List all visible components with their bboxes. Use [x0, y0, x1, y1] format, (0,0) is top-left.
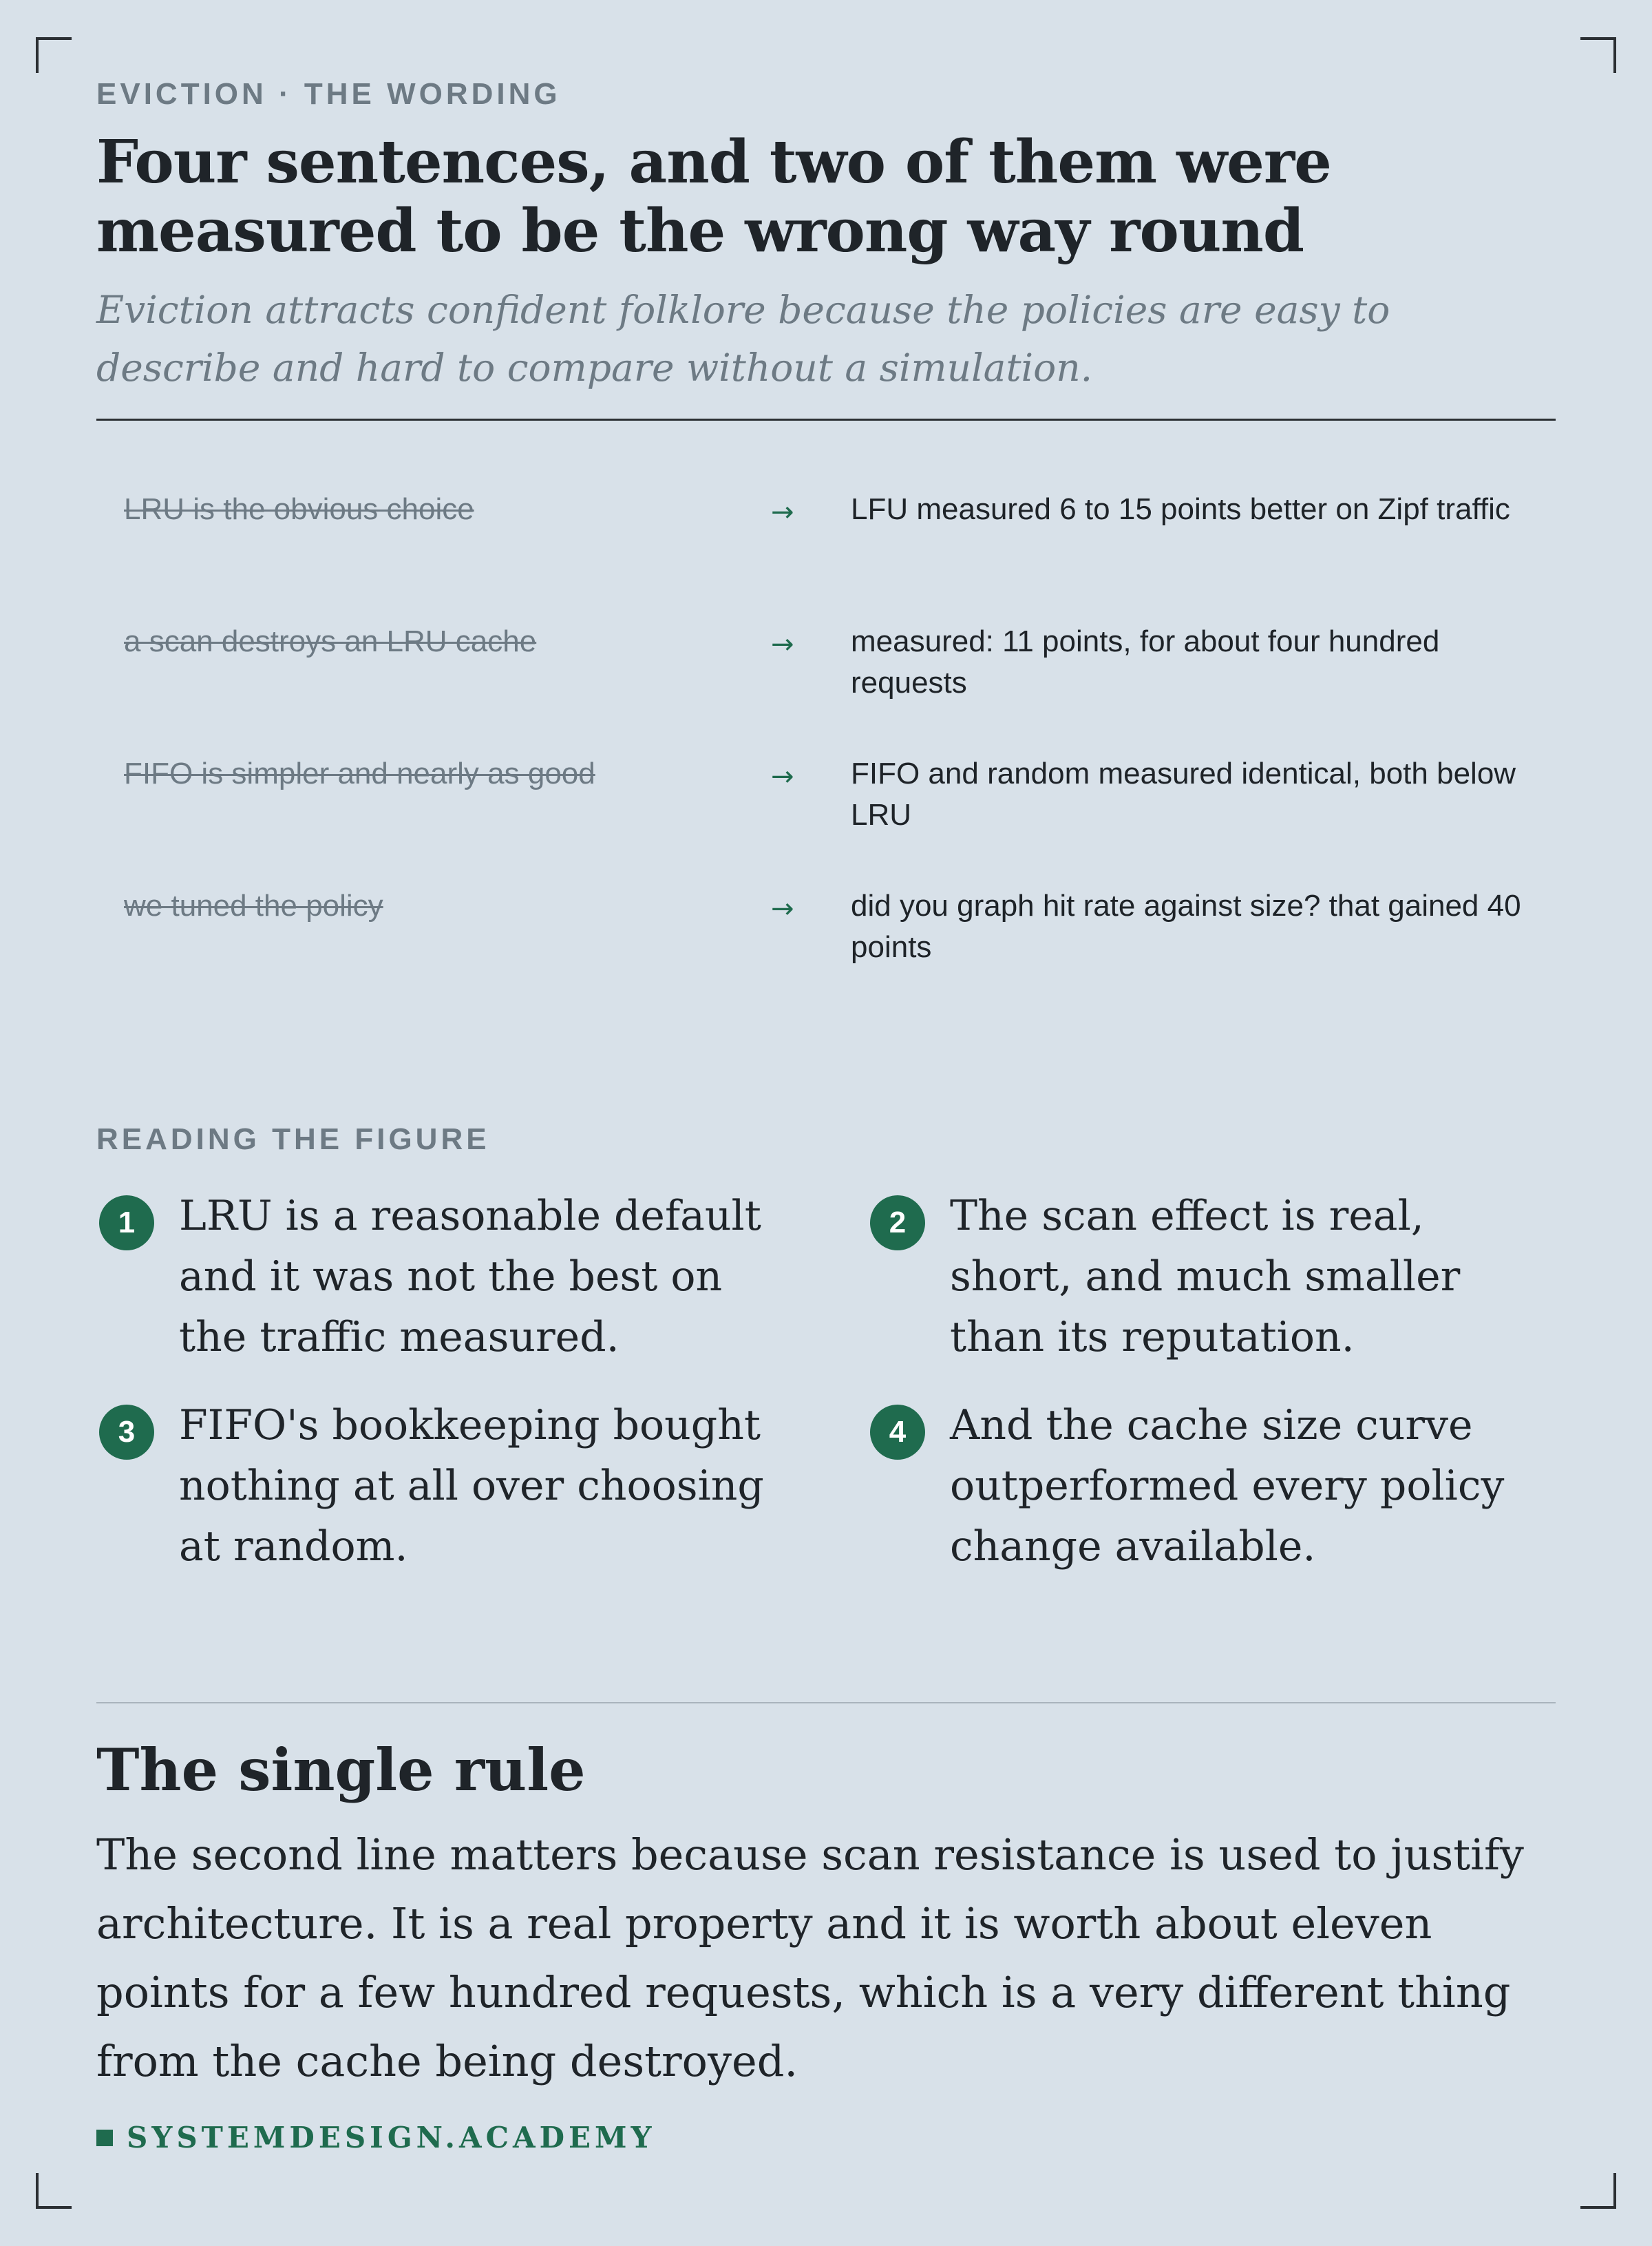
corner-mark-top-right — [1580, 37, 1616, 73]
claim-row — [96, 621, 1556, 711]
brand-name: SYSTEMDESIGN.ACADEMY — [127, 2121, 656, 2154]
arrow-right-icon: → — [771, 496, 794, 528]
number-badge: 3 — [99, 1405, 154, 1460]
divider — [96, 1702, 1556, 1703]
divider — [96, 419, 1556, 421]
arrow-right-icon: → — [771, 893, 794, 925]
subtitle: Eviction attracts confident folklore because the policies are easy to describe and hard to compare without a simulation. — [96, 288, 1390, 390]
brand-square-icon — [96, 2130, 113, 2146]
number-badge: 2 — [870, 1195, 925, 1250]
fact-text: measured: 11 points, for about four hundred requests — [851, 625, 1440, 700]
reading-point-text: FIFO's bookkeeping bought nothing at all over choosing at random. — [179, 1401, 764, 1571]
corner-mark-bottom-left — [36, 2173, 72, 2209]
fact-text: FIFO and random measured identical, both below LRU — [851, 757, 1516, 832]
myth-text: FIFO is simpler and nearly as good — [124, 757, 595, 790]
corner-mark-bottom-right — [1580, 2173, 1616, 2209]
reading-point-text: And the cache size curve outperformed every policy change available. — [950, 1401, 1505, 1571]
arrow-right-icon: → — [771, 761, 794, 793]
number-badge: 4 — [870, 1405, 925, 1460]
page-title: Four sentences, and two of them were measured to be the wrong way round — [96, 127, 1331, 266]
section-body: The second line matters because scan resistance is used to justify architecture. It is a real property and it is worth about eleven points for a few hundred requests, which is a very different thing from the cache being destroyed. — [96, 1829, 1524, 2086]
myth-text: LRU is the obvious choice — [124, 492, 474, 526]
corner-mark-top-left — [36, 37, 72, 73]
reading-point-text: The scan effect is real, short, and much smaller than its reputation. — [950, 1192, 1461, 1361]
arrow-right-icon: → — [771, 629, 794, 660]
fact-text: LFU measured 6 to 15 points better on Zipf traffic — [851, 492, 1510, 526]
claim-row — [96, 885, 1556, 975]
section-heading: The single rule — [96, 1736, 586, 1804]
myth-text: we tuned the policy — [124, 889, 383, 923]
reading-point-text: LRU is a reasonable default and it was not the best on the traffic measured. — [179, 1192, 761, 1361]
claim-row — [96, 489, 1556, 578]
brand — [96, 2121, 656, 2154]
myth-text: a scan destroys an LRU cache — [124, 625, 537, 658]
fact-text: did you graph hit rate against size? that gained 40 points — [851, 889, 1521, 964]
claim-row — [96, 753, 1556, 843]
section-label: READING THE FIGURE — [96, 1122, 490, 1156]
eyebrow: EVICTION · THE WORDING — [96, 77, 561, 111]
number-badge: 1 — [99, 1195, 154, 1250]
